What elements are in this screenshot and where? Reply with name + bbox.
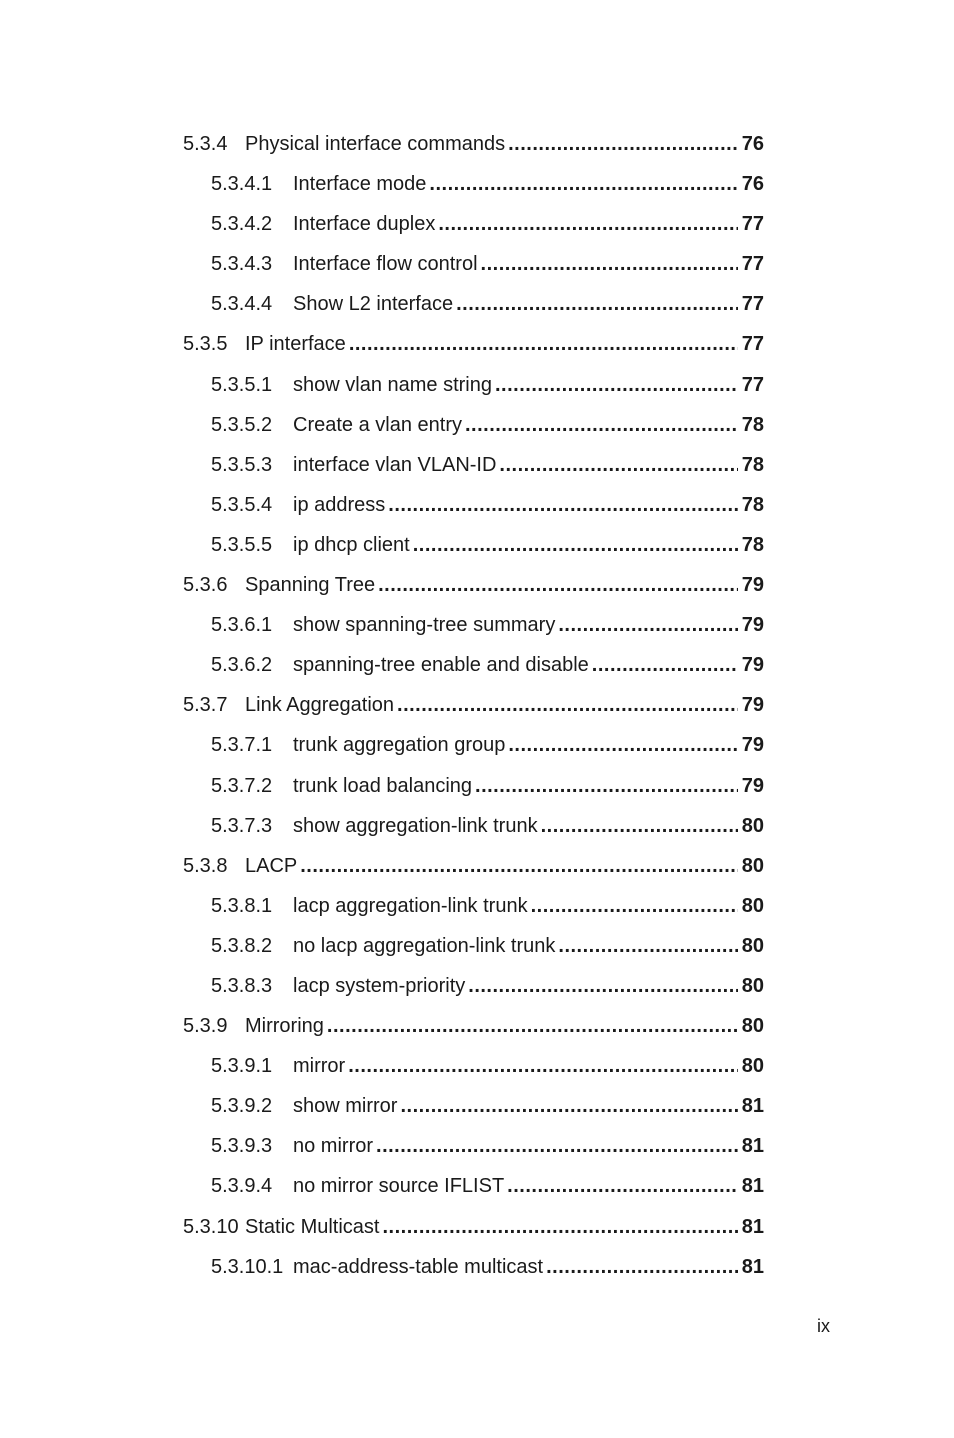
- toc-entry-number: 5.3.10: [183, 1215, 239, 1238]
- toc-entry-page: 80: [741, 934, 764, 957]
- toc-dot-leader: [475, 766, 738, 806]
- toc-entry-page: 81: [741, 1255, 764, 1278]
- toc-entry[interactable]: [183, 926, 764, 966]
- toc-entry-page: 81: [741, 1215, 764, 1238]
- toc-entry-number: 5.3.4.1: [211, 173, 273, 196]
- toc-entry-title: Physical interface commands: [245, 133, 506, 155]
- toc-entry[interactable]: [183, 645, 764, 685]
- toc-dot-leader: [481, 244, 738, 284]
- toc-entry-title: spanning-tree enable and disable: [293, 654, 589, 677]
- toc-entry-number: 5.3.6: [183, 574, 228, 597]
- toc-entry-number: 5.3.9: [183, 1015, 228, 1038]
- toc-entry-number: 5.3.9.4: [211, 1175, 273, 1198]
- toc-entry-title: trunk load balancing: [293, 774, 473, 797]
- toc-dot-leader: [541, 806, 738, 846]
- toc-entry[interactable]: [183, 1247, 764, 1287]
- toc-entry-number: 5.3.5.1: [211, 373, 273, 396]
- toc-entry[interactable]: [183, 405, 764, 445]
- toc-entry[interactable]: [183, 324, 764, 364]
- toc-dot-leader: [546, 1247, 738, 1287]
- toc-entry-number: 5.3.4.3: [211, 253, 273, 276]
- toc-entry-page: 81: [741, 1175, 764, 1198]
- toc-entry-title: trunk aggregation group: [293, 734, 506, 757]
- toc-entry-number: 5.3.8.3: [211, 974, 273, 997]
- toc-entry-title: Create a vlan entry: [293, 413, 462, 436]
- toc-entry-page: 80: [741, 974, 764, 997]
- toc-entry-number: 5.3.7.2: [211, 774, 273, 797]
- toc-entry-number: 5.3.5: [183, 333, 228, 356]
- toc-entry-page: 78: [741, 453, 764, 476]
- toc-entry-number: 5.3.7.3: [211, 814, 273, 837]
- toc-entry[interactable]: [183, 204, 764, 244]
- toc-entry-title: show aggregation-link trunk: [293, 814, 538, 837]
- toc-entry-page: 77: [741, 333, 764, 356]
- toc-dot-leader: [376, 1126, 738, 1166]
- toc-entry[interactable]: [183, 365, 764, 405]
- toc-entry-number: 5.3.9.2: [211, 1095, 273, 1118]
- toc-dot-leader: [327, 1006, 738, 1046]
- toc-dot-leader: [592, 645, 738, 685]
- toc-entry-page: 78: [741, 493, 764, 516]
- toc-entry-page: 76: [741, 173, 764, 196]
- toc-entry-number: 5.3.10.1: [211, 1255, 284, 1278]
- toc-entry-title: no lacp aggregation-link trunk: [293, 934, 556, 957]
- toc-entry-title: no mirror source IFLIST: [293, 1175, 505, 1198]
- toc-dot-leader: [508, 725, 737, 765]
- toc-dot-leader: [382, 1207, 737, 1247]
- toc-entry-number: 5.3.4: [183, 133, 228, 155]
- toc-dot-leader: [456, 284, 738, 324]
- toc-entry[interactable]: [183, 766, 764, 806]
- toc-dot-leader: [300, 846, 738, 886]
- toc-entry-number: 5.3.4.4: [211, 293, 273, 316]
- toc-entry-number: 5.3.4.2: [211, 213, 273, 236]
- toc-entry[interactable]: [183, 886, 764, 926]
- toc-entry[interactable]: [183, 1006, 764, 1046]
- toc-entry-title: Spanning Tree: [245, 574, 376, 597]
- toc-entry[interactable]: [183, 284, 764, 324]
- toc-dot-leader: [558, 605, 737, 645]
- toc-entry[interactable]: [183, 685, 764, 725]
- toc-dot-leader: [465, 405, 738, 445]
- toc-entry-page: 79: [741, 734, 764, 757]
- toc-entry[interactable]: [183, 846, 764, 886]
- toc-entry-title: no mirror: [293, 1135, 374, 1158]
- toc-entry[interactable]: [183, 244, 764, 284]
- toc-entry-page: 80: [741, 814, 764, 837]
- toc-entry[interactable]: [183, 565, 764, 605]
- toc-dot-leader: [378, 565, 738, 605]
- table-of-contents: [183, 124, 764, 1287]
- toc-entry-title: Interface mode: [293, 173, 427, 196]
- toc-entry[interactable]: [183, 445, 764, 485]
- toc-entry[interactable]: [183, 966, 764, 1006]
- toc-entry-title: mac-address-table multicast: [293, 1255, 544, 1278]
- toc-entry[interactable]: [183, 1046, 764, 1086]
- toc-dot-leader: [558, 926, 737, 966]
- toc-entry-page: 77: [741, 373, 764, 396]
- toc-entry[interactable]: [183, 525, 764, 565]
- toc-entry[interactable]: [183, 1207, 764, 1247]
- toc-entry-title: lacp aggregation-link trunk: [293, 894, 528, 917]
- toc-entry-number: 5.3.5.3: [211, 453, 273, 476]
- toc-entry[interactable]: [183, 1126, 764, 1166]
- toc-dot-leader: [349, 324, 738, 364]
- toc-entry-title: mirror: [293, 1055, 346, 1078]
- toc-entry-page: 80: [741, 1055, 764, 1078]
- toc-dot-leader: [413, 525, 738, 565]
- toc-entry-page: 77: [741, 213, 764, 236]
- toc-entry[interactable]: [183, 806, 764, 846]
- toc-entry-number: 5.3.5.5: [211, 533, 273, 556]
- toc-entry-title: show spanning-tree summary: [293, 614, 556, 637]
- toc-entry-page: 77: [741, 293, 764, 316]
- toc-entry-page: 81: [741, 1095, 764, 1118]
- toc-entry-number: 5.3.5.4: [211, 493, 273, 516]
- toc-dot-leader: [468, 966, 737, 1006]
- toc-entry-page: 81: [741, 1135, 764, 1158]
- toc-dot-leader: [531, 886, 738, 926]
- toc-entry-title: Static Multicast: [245, 1215, 380, 1238]
- toc-entry-page: 77: [741, 253, 764, 276]
- toc-entry[interactable]: [183, 1086, 764, 1126]
- toc-dot-leader: [495, 365, 738, 405]
- toc-entry[interactable]: [183, 124, 764, 164]
- toc-entry-page: 79: [741, 574, 764, 597]
- toc-entry-number: 5.3.7: [183, 694, 228, 717]
- toc-entry-page: 79: [741, 614, 764, 637]
- toc-dot-leader: [499, 445, 737, 485]
- toc-dot-leader: [508, 124, 738, 164]
- toc-entry-title: Mirroring: [245, 1015, 324, 1038]
- toc-entry-number: 5.3.9.1: [211, 1055, 273, 1078]
- toc-entry[interactable]: [183, 485, 764, 525]
- toc-dot-leader: [400, 1086, 737, 1126]
- toc-entry-number: 5.3.6.2: [211, 654, 273, 677]
- toc-entry[interactable]: [183, 164, 764, 204]
- toc-entry-title: ip address: [293, 493, 386, 516]
- page-number: ix: [817, 1316, 830, 1336]
- toc-entry-number: 5.3.8.1: [211, 894, 273, 917]
- toc-entry-number: 5.3.6.1: [211, 614, 273, 637]
- toc-entry-page: 79: [741, 774, 764, 797]
- toc-entry-page: 80: [741, 1015, 764, 1038]
- toc-dot-leader: [388, 485, 737, 525]
- toc-dot-leader: [397, 685, 738, 725]
- toc-entry-title: Interface flow control: [293, 253, 478, 276]
- toc-entry-number: 5.3.8: [183, 854, 228, 877]
- toc-dot-leader: [438, 204, 737, 244]
- toc-entry-title: show mirror: [293, 1095, 398, 1118]
- toc-entry[interactable]: [183, 725, 764, 765]
- toc-dot-leader: [348, 1046, 738, 1086]
- toc-entry-title: lacp system-priority: [293, 974, 466, 997]
- toc-entry-page: 78: [741, 413, 764, 436]
- toc-entry-number: 5.3.8.2: [211, 934, 273, 957]
- toc-entry-page: 79: [741, 694, 764, 717]
- toc-entry-page: 79: [741, 654, 764, 677]
- toc-entry-title: ip dhcp client: [293, 533, 410, 556]
- toc-entry-title: LACP: [245, 854, 298, 877]
- toc-entry-page: 78: [741, 533, 764, 556]
- toc-entry-title: Show L2 interface: [293, 293, 454, 316]
- toc-entry[interactable]: [183, 1166, 764, 1206]
- toc-entry-page: 76: [741, 133, 764, 155]
- toc-entry-number: 5.3.5.2: [211, 413, 273, 436]
- toc-entry-title: IP interface: [245, 333, 346, 356]
- toc-entry-title: Interface duplex: [293, 213, 436, 236]
- toc-entry-title: show vlan name string: [293, 373, 492, 396]
- toc-dot-leader: [507, 1166, 738, 1206]
- toc-entry-number: 5.3.9.3: [211, 1135, 273, 1158]
- toc-entry-page: 80: [741, 854, 764, 877]
- toc-dot-leader: [429, 164, 737, 204]
- toc-entry-title: interface vlan VLAN-ID: [293, 453, 497, 476]
- toc-entry[interactable]: [183, 605, 764, 645]
- toc-entry-page: 80: [741, 894, 764, 917]
- toc-entry-title: Link Aggregation: [245, 694, 395, 717]
- toc-entry-number: 5.3.7.1: [211, 734, 273, 757]
